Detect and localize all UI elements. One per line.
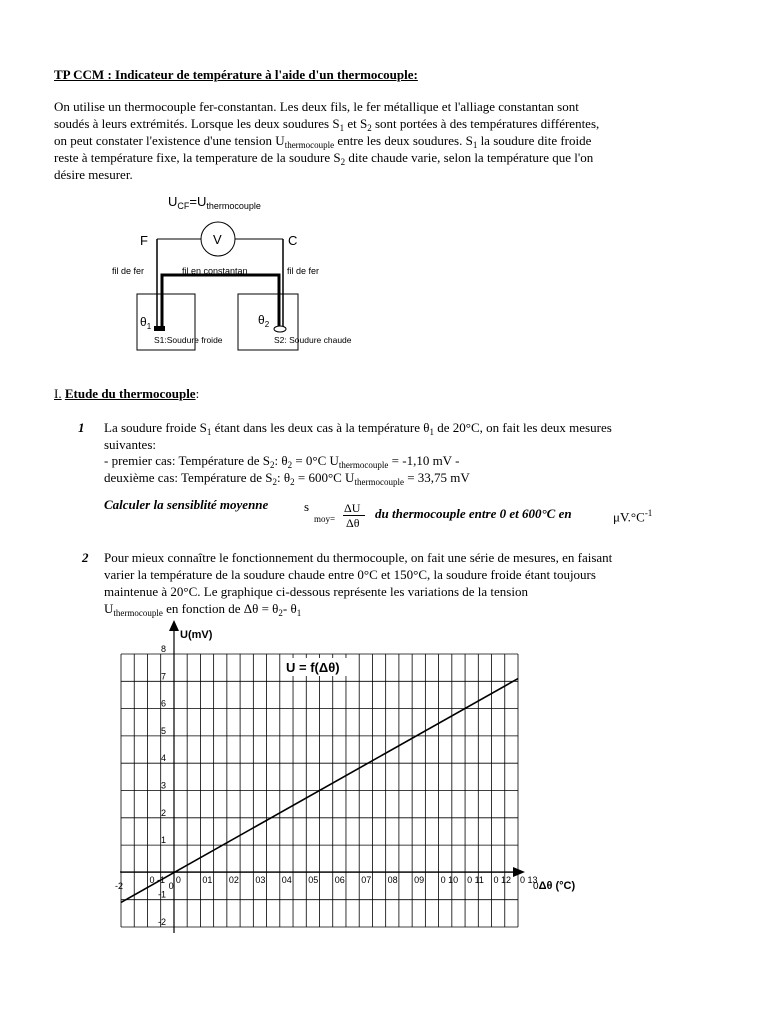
- label-c: C: [288, 233, 298, 248]
- intro-line-5: désire mesurer.: [54, 167, 133, 182]
- ucf-label: $U_{CF}=U_{thermocouple}$: [168, 194, 261, 211]
- q1-number: 1: [78, 420, 85, 435]
- section-1-heading: I. Etude du thermocouple:: [54, 386, 200, 401]
- q2-line-4: $U_{thermocouple}$ en fonction de $\Delta\theta = \theta_2-$ $\theta_1$: [104, 601, 302, 618]
- q1-line-1: La soudure froide $S_1$ étant dans les deux cas à la température $\theta_1$ de 20°C, on fait les deux mesures: [104, 420, 612, 437]
- q1-calc-numerator: ΔU: [344, 501, 361, 515]
- intro-line-2: soudés à leurs extrémités. Lorsque les deux soudures $S_1$ et $S_2$ sont portées à des températures différentes,: [54, 116, 600, 133]
- q1-calc-denominator: Δθ: [346, 516, 360, 530]
- x-tick-label: 09: [414, 875, 425, 885]
- y-tick-label: 7: [160, 671, 166, 682]
- x-axis-label: 0Δθ (°C): [533, 880, 576, 892]
- theta1-label: $\theta_1$: [140, 315, 152, 331]
- q1-calc-s: s: [304, 499, 310, 514]
- x-tick-label: 03: [255, 875, 266, 885]
- voltmeter-label: V: [213, 232, 222, 247]
- label-f: F: [140, 233, 148, 248]
- wire-label-left: fil de fer: [112, 266, 145, 276]
- q1-calc-text: Calculer la sensiblité moyenne: [104, 497, 269, 512]
- q1-calc-moy: moy=: [314, 514, 336, 524]
- q1-line-2: suivantes:: [104, 437, 156, 452]
- x-tick-label: 08: [387, 875, 398, 885]
- y-tick-label: 2: [160, 807, 166, 818]
- x-tick-label: 07: [361, 875, 372, 885]
- x-extra-label: 0: [168, 881, 174, 891]
- x-tick-label: 0: [175, 875, 181, 885]
- intro-line-3: on peut constater l'existence d'une tension $U_{thermocouple}$ entre les deux soudures. $S_1$ la soudure dite froide: [54, 133, 592, 150]
- q1-line-4: deuxième cas: Température de $S_2$: $\theta_2 = 600^\circ C$ $U_{thermocouple} = 33,75$ mV: [104, 470, 470, 487]
- x-tick-label: 02: [228, 875, 239, 885]
- y-tick-label: 8: [160, 644, 166, 654]
- q2-line-2: varier la température de la soudure chaude entre 0°C et 150°C, la soudure froide étant toujours: [104, 567, 596, 582]
- q2-line-3: maintenue à 20°C. Le graphique ci-dessous représente les variations de la tension: [104, 584, 528, 599]
- q2-number: 2: [82, 550, 89, 565]
- x-tick-label: 05: [308, 875, 319, 885]
- s2-label: S2: Soudure chaude: [274, 335, 352, 345]
- q1-calc-range: du thermocouple entre 0 et 600°C en: [375, 506, 572, 521]
- y-tick-label: -1: [157, 889, 166, 900]
- y-tick-label: 6: [160, 698, 166, 709]
- wire-label-right: fil de fer: [287, 266, 320, 276]
- intro-line-1: On utilise un thermocouple fer-constantan. Les deux fils, le fer métallique et l'alliage constantan sont: [54, 99, 579, 114]
- x-extra-label: -2: [115, 881, 124, 891]
- x-tick-label: 01: [202, 875, 213, 885]
- x-tick-label: 04: [281, 875, 292, 885]
- q1-line-3: - premier cas: Température de $S_2$: $\theta_2 = 0^\circ C$ $U_{thermocouple} = -1,10$ mV -: [104, 453, 460, 470]
- x-tick-label: 0 11: [467, 875, 484, 885]
- x-tick-label: 0 10: [440, 875, 459, 885]
- y-axis-arrow: [169, 620, 179, 631]
- y-tick-label: 1: [160, 835, 166, 846]
- y-axis-label: U(mV): [180, 629, 213, 641]
- wire-label-mid: fil en constantan: [182, 266, 248, 276]
- page-title: TP CCM : Indicateur de température à l'aide d'un thermocouple:: [54, 67, 418, 82]
- q1-calc-unit: $\mu V.^\circ C^{-1}$: [613, 508, 653, 525]
- x-tick-label: 06: [334, 875, 345, 885]
- chart-title: U = f(Δθ): [286, 660, 340, 675]
- y-tick-label: 5: [160, 725, 166, 736]
- s1-label: S1:Soudure froide: [154, 335, 223, 345]
- intro-line-4: reste à température fixe, la temperature de la soudure $S_2$ dite chaude varie, selon la température que l'on: [54, 150, 594, 167]
- q2-line-1: Pour mieux connaître le fonctionnement du thermocouple, on fait une série de mesures, en faisant: [104, 550, 613, 565]
- y-tick-label: 4: [160, 753, 166, 764]
- theta2-label: $\theta_2$: [258, 313, 270, 329]
- y-tick-label: -2: [157, 917, 166, 927]
- x-tick-label: 0 12: [493, 875, 512, 885]
- x-tick-label: 0 13: [520, 875, 538, 885]
- x-tick-label: 0 -1: [149, 875, 165, 885]
- y-tick-label: 3: [160, 780, 166, 791]
